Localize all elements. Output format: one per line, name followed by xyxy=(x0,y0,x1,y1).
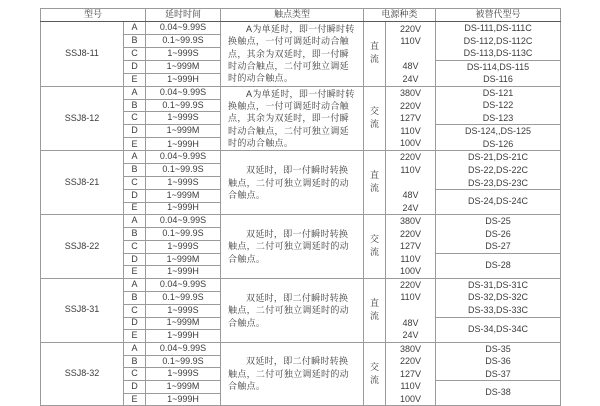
voltage-line: 220V xyxy=(400,228,422,239)
replaced-model-cell-bottom xyxy=(436,60,561,86)
replaced-model-group xyxy=(436,125,560,150)
voltage-line: 127V xyxy=(400,368,422,379)
voltage-line: 220V xyxy=(400,23,422,34)
replaced-model-cell-top xyxy=(436,278,561,317)
power-kind-text xyxy=(364,42,385,65)
replaced-model-line: DS-28 xyxy=(485,259,511,270)
voltage-line: 100V xyxy=(400,393,422,404)
contact-type-cell xyxy=(221,86,364,151)
header-delay-time: 延时时间 xyxy=(146,9,221,22)
table-row xyxy=(41,342,561,355)
power-kind-text xyxy=(364,299,385,322)
replaced-model-group xyxy=(436,197,560,207)
delay-range-cell: 0.04~9.99S xyxy=(146,22,221,35)
delay-letter-cell: A xyxy=(124,215,146,228)
voltage-line: 110V xyxy=(400,125,421,136)
delay-letter-cell: D xyxy=(124,60,146,73)
delay-range-cell: 1~999H xyxy=(146,393,221,406)
voltage-line: 380V xyxy=(400,216,422,227)
voltage-line: 220V xyxy=(400,279,422,290)
power-kind-char: 直 xyxy=(370,297,380,308)
delay-letter-cell: D xyxy=(124,125,146,138)
delay-range-cell: 1~999S xyxy=(146,112,221,125)
power-kind-char: 流 xyxy=(370,119,380,130)
delay-letter-cell: C xyxy=(124,304,146,317)
delay-range-cell: 1~999M xyxy=(146,317,221,330)
replaced-model-line: DS-24,DS-24C xyxy=(468,196,529,207)
replaced-model-line: DS-32,DS-32C xyxy=(468,292,529,303)
replaced-model-line: DS-123 xyxy=(482,112,514,123)
power-kind-cell xyxy=(364,151,386,215)
delay-letter-cell: E xyxy=(124,266,146,279)
contact-type-text: 双延时，即二付瞬时转换触点，二付可独立调延时的动合触点。 xyxy=(228,292,349,328)
delay-range-cell: 1~999M xyxy=(146,253,221,266)
voltage-line: 100V xyxy=(400,138,422,149)
delay-letter-cell: E xyxy=(124,330,146,343)
replaced-model-line: DS-111,DS-111C xyxy=(464,23,532,33)
delay-letter-cell: B xyxy=(124,99,146,112)
contact-type-cell xyxy=(221,342,364,406)
power-kind-char: 流 xyxy=(370,183,380,194)
voltage-line: 100V xyxy=(400,266,422,277)
replaced-model-group xyxy=(436,325,560,335)
model-cell: SSJ8-31 xyxy=(41,278,124,342)
delay-letter-cell: A xyxy=(124,342,146,355)
delay-range-cell: 1~999M xyxy=(146,381,221,394)
power-kind-text xyxy=(364,235,385,258)
replaced-model-line: DS-126 xyxy=(482,138,514,149)
voltage-line xyxy=(386,304,435,317)
delay-letter-cell: D xyxy=(124,317,146,330)
replaced-model-line: DS-27 xyxy=(485,241,511,252)
power-kind-text xyxy=(364,363,385,386)
delay-range-cell: 0.1~99.9S xyxy=(146,228,221,241)
delay-range-cell: 0.04~9.99S xyxy=(146,342,221,355)
table-row xyxy=(41,215,561,228)
voltage-cell xyxy=(386,342,436,406)
delay-range-cell: 1~999H xyxy=(146,202,221,215)
delay-range-cell: 1~999M xyxy=(146,190,221,203)
power-kind-cell xyxy=(364,278,386,342)
delay-range-cell: 1~999S xyxy=(146,47,221,60)
delay-letter-cell: D xyxy=(124,190,146,203)
voltage-line: 110V xyxy=(400,253,421,264)
delay-range-cell: 0.1~99.9S xyxy=(146,355,221,368)
delay-letter-cell: A xyxy=(124,22,146,35)
voltage-line: 48V xyxy=(402,190,419,201)
power-kind-cell xyxy=(364,342,386,406)
voltage-line: 380V xyxy=(400,343,422,354)
delay-letter-cell: C xyxy=(124,47,146,60)
power-kind-char: 交 xyxy=(370,234,380,245)
model-cell: SSJ8-22 xyxy=(41,215,124,279)
replaced-model-group xyxy=(436,261,560,271)
replaced-model-line: DS-33,DS-33C xyxy=(468,305,529,316)
power-kind-char: 交 xyxy=(370,361,380,372)
power-kind-char: 直 xyxy=(370,170,380,181)
delay-range-cell: 0.04~9.99S xyxy=(146,215,221,228)
voltage-line: 110V xyxy=(400,165,421,176)
header-replaced-model: 被替代型号 xyxy=(436,9,561,22)
contact-type-cell xyxy=(221,22,364,87)
voltage-cell xyxy=(386,151,436,215)
delay-letter-cell: E xyxy=(124,393,146,406)
voltage-line: 24V xyxy=(402,73,419,84)
table-row xyxy=(41,86,561,99)
delay-range-cell: 1~999M xyxy=(146,60,221,73)
replaced-model-cell-top xyxy=(436,342,561,381)
power-kind-char: 流 xyxy=(370,374,380,385)
replaced-model-line: DS-22,DS-22C xyxy=(468,165,529,176)
replaced-model-cell-top xyxy=(436,22,561,61)
delay-range-cell: 1~999S xyxy=(146,240,221,253)
contact-type-text: 双延时，即二付瞬时转换触点，二付可独立调延时的动合触点。 xyxy=(228,356,349,392)
replaced-model-cell-bottom xyxy=(436,317,561,342)
replaced-model-group xyxy=(436,388,560,398)
replaced-model-line: DS-37 xyxy=(485,368,511,379)
replaced-model-cell-top xyxy=(436,215,561,254)
table-row xyxy=(41,278,561,291)
power-kind-char: 流 xyxy=(370,310,380,321)
replaced-model-line: DS-122 xyxy=(482,100,514,111)
replaced-model-cell-bottom xyxy=(436,253,561,278)
voltage-line: 48V xyxy=(402,317,419,328)
voltage-line: 127V xyxy=(400,241,422,252)
power-kind-cell xyxy=(364,86,386,151)
relay-spec-table xyxy=(40,8,561,406)
model-cell: SSJ8-12 xyxy=(41,86,124,151)
replaced-model-cell-top xyxy=(436,151,561,190)
delay-range-cell: 1~999M xyxy=(146,125,221,138)
replaced-model-cell-bottom xyxy=(436,381,561,406)
contact-type-text: 双延时，即一付瞬时转换触点，二付可独立调延时的动合触点。 xyxy=(228,165,349,201)
power-kind-char: 交 xyxy=(370,106,380,117)
contact-type-text: A为单延时，即一付瞬时转换触点，一付可调延时动合触点，其余为双延时，即一付瞬时动合触点，二付可独立调延时的动合触点。 xyxy=(228,23,355,84)
delay-range-cell: 0.1~99.9S xyxy=(146,164,221,177)
voltage-cell xyxy=(386,215,436,279)
voltage-line: 24V xyxy=(402,330,419,341)
voltage-line: 110V xyxy=(400,381,421,392)
contact-type-text: 双延时，即一付瞬时转换触点，二付可独立调延时的动合触点。 xyxy=(228,228,349,264)
delay-range-cell: 0.1~99.9S xyxy=(146,291,221,304)
table-header xyxy=(41,9,561,22)
delay-letter-cell: B xyxy=(124,291,146,304)
power-kind-char: 流 xyxy=(370,54,380,65)
voltage-line: 220V xyxy=(400,100,422,111)
replaced-model-cell-bottom xyxy=(436,125,561,151)
voltage-cell xyxy=(386,22,436,87)
delay-letter-cell: D xyxy=(124,253,146,266)
voltage-line xyxy=(386,177,435,190)
table-body xyxy=(41,22,561,406)
replaced-model-line: DS-114,DS-115 xyxy=(466,61,530,72)
replaced-model-cell-top xyxy=(436,86,561,125)
replaced-model-line: DS-112,DS-112C xyxy=(463,35,533,46)
delay-letter-cell: E xyxy=(124,73,146,86)
delay-letter-cell: A xyxy=(124,151,146,164)
replaced-model-line: DS-23,DS-23C xyxy=(468,177,529,188)
voltage-line: 220V xyxy=(400,152,422,163)
contact-type-cell xyxy=(221,278,364,342)
delay-letter-cell: C xyxy=(124,240,146,253)
table-row xyxy=(41,151,561,164)
replaced-model-cell-bottom xyxy=(436,190,561,215)
delay-letter-cell: B xyxy=(124,164,146,177)
contact-type-cell xyxy=(221,151,364,215)
power-kind-cell xyxy=(364,22,386,87)
replaced-model-line: DS-116 xyxy=(483,74,513,85)
replaced-model-line: DS-113,DS-113C xyxy=(463,48,533,59)
replaced-model-line: DS-124,,DS-125 xyxy=(465,126,532,137)
voltage-line: 48V xyxy=(402,61,419,72)
delay-letter-cell: C xyxy=(124,177,146,190)
delay-range-cell: 0.04~9.99S xyxy=(146,151,221,164)
delay-letter-cell: B xyxy=(124,34,146,47)
delay-letter-cell: C xyxy=(124,112,146,125)
replaced-model-line: DS-121 xyxy=(482,87,514,98)
delay-letter-cell: E xyxy=(124,138,146,151)
model-cell: SSJ8-11 xyxy=(41,22,124,87)
delay-letter-cell: A xyxy=(124,86,146,99)
voltage-cell xyxy=(386,86,436,151)
power-kind-cell xyxy=(364,215,386,279)
header-power-type: 电源种类 xyxy=(364,9,436,22)
replaced-model-group xyxy=(436,61,560,86)
delay-letter-cell: C xyxy=(124,368,146,381)
power-kind-text xyxy=(364,171,385,194)
voltage-line: 380V xyxy=(400,88,422,99)
voltage-line: 110V xyxy=(400,36,421,47)
delay-range-cell: 1~999H xyxy=(146,138,221,151)
model-cell: SSJ8-21 xyxy=(41,151,124,215)
delay-range-cell: 0.1~99.9S xyxy=(146,99,221,112)
header-contact-type: 触点类型 xyxy=(221,9,364,22)
replaced-model-line: DS-21,DS-21C xyxy=(468,152,529,163)
contact-type-cell xyxy=(221,215,364,279)
header-model: 型号 xyxy=(41,9,146,22)
replaced-model-line: DS-35 xyxy=(485,343,511,354)
delay-range-cell: 0.1~99.9S xyxy=(146,34,221,47)
model-cell: SSJ8-32 xyxy=(41,342,124,406)
power-kind-text xyxy=(364,107,385,130)
replaced-model-line: DS-38 xyxy=(485,387,511,398)
delay-range-cell: 1~999S xyxy=(146,177,221,190)
replaced-model-line: DS-36 xyxy=(485,356,511,367)
delay-letter-cell: E xyxy=(124,202,146,215)
delay-range-cell: 1~999S xyxy=(146,304,221,317)
delay-range-cell: 1~999H xyxy=(146,330,221,343)
delay-letter-cell: D xyxy=(124,381,146,394)
delay-letter-cell: B xyxy=(124,355,146,368)
delay-range-cell: 1~999H xyxy=(146,266,221,279)
replaced-model-line: DS-26 xyxy=(485,228,511,239)
voltage-line: 110V xyxy=(400,292,421,303)
voltage-line: 127V xyxy=(400,113,422,124)
voltage-line: 220V xyxy=(400,356,422,367)
voltage-line: 24V xyxy=(402,202,419,213)
delay-letter-cell: A xyxy=(124,278,146,291)
replaced-model-line: DS-25 xyxy=(485,216,511,227)
power-kind-char: 直 xyxy=(370,41,380,52)
delay-range-cell: 0.04~9.99S xyxy=(146,86,221,99)
replaced-model-line: DS-31,DS-31C xyxy=(468,279,529,290)
delay-range-cell: 1~999H xyxy=(146,73,221,86)
delay-letter-cell: B xyxy=(124,228,146,241)
voltage-cell xyxy=(386,278,436,342)
voltage-line xyxy=(386,48,435,61)
delay-range-cell: 0.04~9.99S xyxy=(146,278,221,291)
delay-range-cell: 1~999S xyxy=(146,368,221,381)
replaced-model-line: DS-34,DS-34C xyxy=(468,323,529,334)
contact-type-text: A为单延时，即一付瞬时转换触点，一付可调延时动合触点，其余为双延时，即一付瞬时动合触点，二付可独立调延时的动合触点。 xyxy=(228,88,355,149)
power-kind-char: 流 xyxy=(370,247,380,258)
table-row xyxy=(41,22,561,35)
